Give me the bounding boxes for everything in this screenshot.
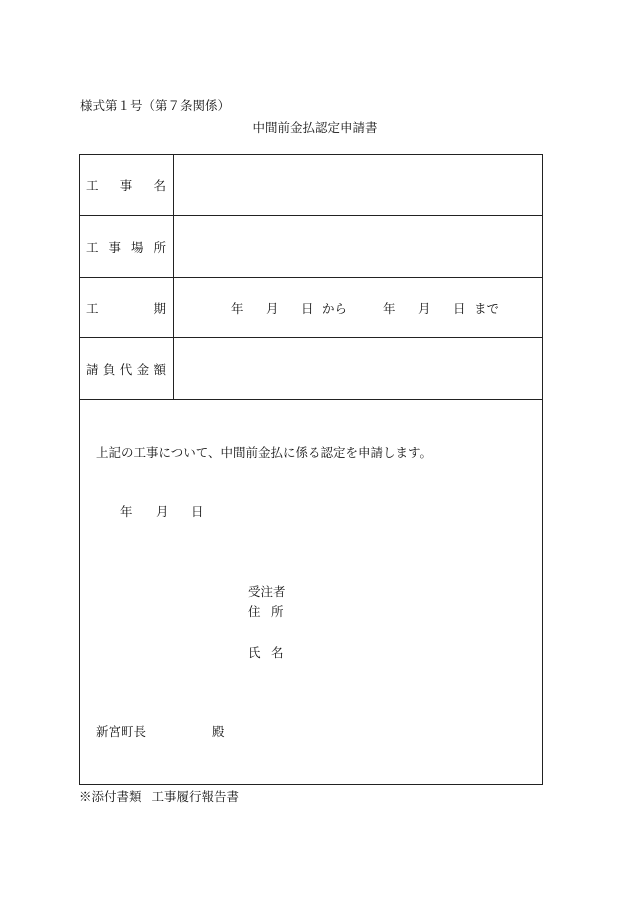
construction-period-field[interactable]: [174, 278, 542, 337]
label-char: 期: [153, 300, 166, 316]
label-char: 負: [102, 361, 116, 377]
construction-name-label: [80, 155, 174, 215]
period-end-day: 日: [453, 300, 466, 316]
construction-period-label: [80, 278, 174, 337]
attachments-note: [79, 787, 239, 805]
label-char: 額: [153, 361, 166, 377]
label-char: 代: [119, 361, 133, 377]
construction-site-field[interactable]: [174, 216, 542, 277]
address-label-char: 住: [248, 604, 261, 619]
construction-name-field[interactable]: [174, 155, 542, 215]
construction-name-row: [80, 155, 542, 216]
form-number: 様式第１号（第７条関係）: [80, 98, 231, 113]
period-start-month: 月: [266, 300, 279, 316]
attachments-label: ※添付書類: [79, 789, 142, 804]
label-char: 所: [153, 239, 166, 255]
label-char: 請: [86, 361, 99, 377]
label-char: 場: [130, 239, 144, 255]
construction-period-row: [80, 278, 542, 338]
period-end-month: 月: [418, 300, 431, 316]
period-until: まで: [474, 300, 500, 316]
applicant-role-label: 受注者: [248, 584, 286, 599]
contract-amount-row: [80, 338, 542, 400]
addressee: 新宮町長: [96, 724, 147, 739]
name-label-char: 名: [271, 645, 284, 660]
application-statement: 上記の工事について、中間前金払に係る認定を申請します。: [96, 445, 433, 460]
date-day: 日: [191, 504, 204, 519]
label-char: 事: [119, 178, 133, 193]
date-month: 月: [156, 504, 169, 519]
date-year: 年: [120, 504, 133, 519]
period-end-year: 年: [383, 300, 396, 316]
label-char: 名: [153, 178, 166, 193]
honorific: 殿: [212, 724, 225, 739]
period-start-year: 年: [231, 300, 244, 316]
application-body: [80, 400, 542, 784]
page-title: 中間前金払認定申請書: [252, 120, 378, 135]
period-start-day: 日: [301, 300, 314, 316]
contract-amount-field[interactable]: [174, 338, 542, 399]
contract-amount-label: [80, 338, 174, 399]
construction-site-row: [80, 216, 542, 278]
label-char: 金: [136, 361, 150, 377]
label-char: 工: [86, 178, 99, 193]
application-form-table: [79, 154, 543, 785]
period-from: から: [322, 300, 348, 316]
label-char: 工: [86, 300, 99, 316]
label-char: 工: [86, 239, 99, 255]
attachments-value: 工事履行報告書: [151, 789, 240, 804]
name-label-char: 氏: [248, 645, 261, 660]
construction-site-label: [80, 216, 174, 277]
label-char: 事: [108, 239, 121, 255]
address-label-char: 所: [271, 604, 284, 619]
